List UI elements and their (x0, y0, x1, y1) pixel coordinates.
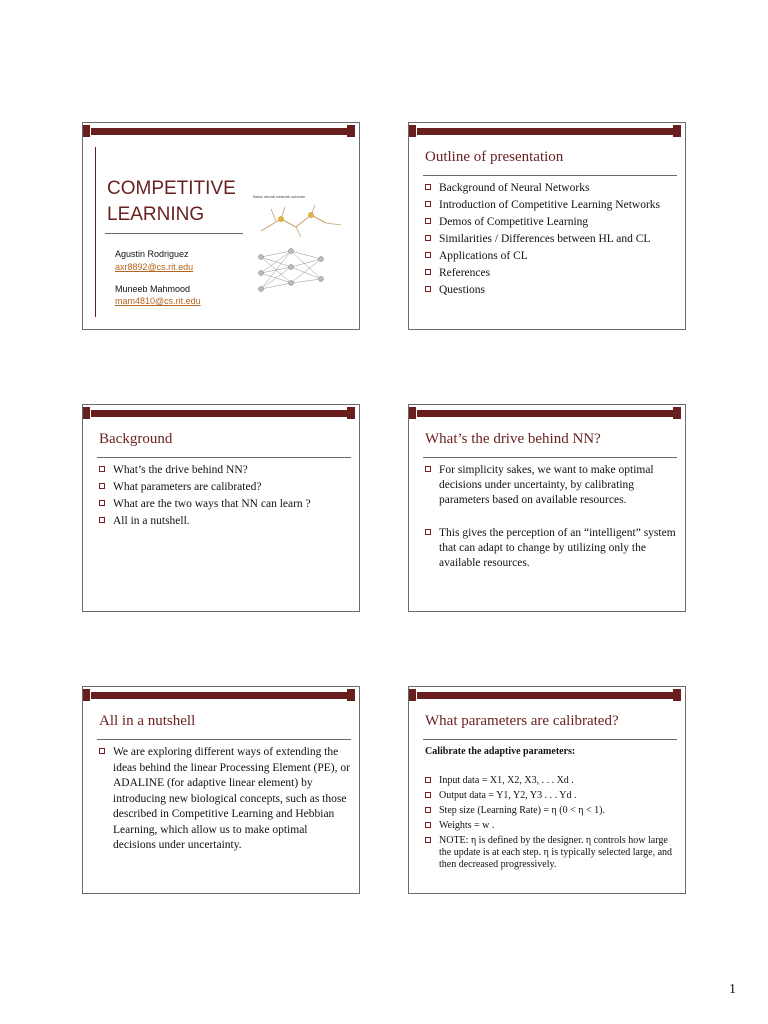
slide-background (82, 404, 360, 612)
bullet-square-icon (425, 269, 431, 275)
slide-title: What’s the drive behind NN? (425, 431, 601, 447)
bullet-text: We are exploring different ways of extending the ideas behind the linear Processing Element (PE), or ADALINE (for adaptive linear element) by introducing new biological concepts, such as those described in Competitive Learning and Hebbian Learning, which allow us to make optimal decisions under uncertainty. (113, 746, 350, 851)
bullet-square-icon (425, 235, 431, 241)
slide-top-bar-cap (673, 125, 681, 137)
bullet-square-icon (99, 517, 105, 523)
slide-top-bar (417, 128, 675, 135)
list-item (423, 835, 679, 871)
title-rule (423, 457, 677, 458)
list-item (423, 215, 679, 229)
list-item (423, 181, 679, 195)
bullet-square-icon (99, 500, 105, 506)
list-item (97, 745, 353, 854)
list-item (423, 266, 679, 280)
title-rule (423, 739, 677, 740)
page-number: 1 (729, 982, 736, 997)
title-rule (97, 739, 351, 740)
slide-top-bar-cap (408, 689, 416, 701)
slide-top-bar-cap (408, 407, 416, 419)
bullet-square-icon (425, 792, 431, 798)
list-item (97, 497, 353, 511)
bullet-text: Background of Neural Networks (439, 182, 590, 194)
bullet-text: What are the two ways that NN can learn ? (113, 498, 311, 510)
title-underline (105, 233, 243, 234)
slide-top-bar-cap (347, 407, 355, 419)
bullet-text: What’s the drive behind NN? (113, 464, 248, 476)
slide-top-bar-cap (82, 407, 90, 419)
list-item (423, 283, 679, 297)
slide-main-title-line2: LEARNING (107, 204, 205, 225)
bullet-text: Input data = X1, X2, X3, . . . Xd . (439, 775, 574, 786)
list-item (423, 775, 679, 787)
bullet-square-icon (425, 807, 431, 813)
neural-network-figure (251, 201, 349, 301)
bullet-square-icon (425, 184, 431, 190)
bullet-square-icon (425, 777, 431, 783)
bullet-square-icon (99, 466, 105, 472)
bullet-list (97, 745, 353, 857)
slide-top-bar-cap (82, 689, 90, 701)
list-item (423, 805, 679, 817)
list-item (423, 526, 679, 571)
bullet-list (423, 775, 679, 874)
bullet-square-icon (99, 483, 105, 489)
bullet-text: Output data = Y1, Y2, Y3 . . . Yd . (439, 790, 577, 801)
author2-name: Muneeb Mahmood (115, 284, 191, 294)
bullet-square-icon (425, 837, 431, 843)
title-left-rule (95, 147, 96, 317)
slide-subtitle: Calibrate the adaptive parameters: (425, 746, 576, 757)
slide-top-bar (417, 410, 675, 417)
bullet-square-icon (425, 201, 431, 207)
slide-title: Outline of presentation (425, 149, 564, 165)
bullet-text: References (439, 267, 491, 279)
author1-email[interactable]: axr8892@cs.rit.edu (115, 262, 194, 272)
title-rule (423, 175, 677, 176)
slide-outline (408, 122, 686, 330)
slide-nutshell (82, 686, 360, 894)
slide-top-bar-cap (408, 125, 416, 137)
slide-title: Background (99, 431, 173, 447)
slide-top-bar-cap (673, 407, 681, 419)
list-item (423, 232, 679, 246)
slide-top-bar (91, 692, 349, 699)
list-item (423, 198, 679, 212)
slide-top-bar-cap (673, 689, 681, 701)
bullet-text: Introduction of Competitive Learning Networks (439, 199, 661, 211)
figure-caption: Basic neural network scheme (253, 194, 306, 199)
bullet-text: Demos of Competitive Learning (439, 216, 589, 228)
slide-top-bar (417, 692, 675, 699)
list-item (423, 249, 679, 263)
bullet-text: Questions (439, 284, 485, 296)
slide-title: All in a nutshell (99, 713, 196, 729)
author2-email[interactable]: mam4810@cs.rit.edu (115, 296, 201, 306)
bullet-list (97, 463, 353, 531)
list-item (423, 790, 679, 802)
slide-top-bar-cap (82, 125, 90, 137)
bullet-text: Similarities / Differences between HL and CL (439, 233, 651, 245)
bullet-text: Weights = w . (439, 820, 495, 831)
bullet-square-icon (425, 529, 431, 535)
slide-title (82, 122, 360, 330)
slide-main-title-line1: COMPETITIVE (107, 178, 236, 199)
list-item (97, 480, 353, 494)
bullet-square-icon (425, 466, 431, 472)
bullet-text: What parameters are calibrated? (113, 481, 262, 493)
bullet-square-icon (425, 218, 431, 224)
slide-top-bar-cap (347, 125, 355, 137)
bullet-text: Step size (Learning Rate) = η (0 < η < 1). (439, 805, 605, 816)
slide-drive (408, 404, 686, 612)
slide-top-bar-cap (347, 689, 355, 701)
author1-name: Agustin Rodriguez (115, 249, 189, 259)
bullet-square-icon (425, 822, 431, 828)
bullet-text: This gives the perception of an “intelligent” system that can adapt to change by utilizing only the available resources. (439, 527, 676, 569)
bullet-text: All in a nutshell. (113, 515, 190, 527)
bullet-text: NOTE: η is defined by the designer. η controls how large the update is at each step. η is typically selected large, and then decreased progressively. (439, 835, 673, 870)
slide-top-bar (91, 410, 349, 417)
bullet-list (423, 181, 679, 300)
bullet-text: Applications of CL (439, 250, 528, 262)
bullet-list (423, 463, 679, 574)
list-item (423, 463, 679, 508)
slide-parameters (408, 686, 686, 894)
bullet-text: For simplicity sakes, we want to make optimal decisions under uncertainty, by calibrating parameters based on available resources. (439, 464, 654, 506)
bullet-square-icon (99, 748, 105, 754)
slide-top-bar (91, 128, 349, 135)
slide-title: What parameters are calibrated? (425, 713, 619, 729)
bullet-square-icon (425, 286, 431, 292)
bullet-square-icon (425, 252, 431, 258)
list-item (423, 820, 679, 832)
list-item (97, 514, 353, 528)
list-item (97, 463, 353, 477)
title-rule (97, 457, 351, 458)
